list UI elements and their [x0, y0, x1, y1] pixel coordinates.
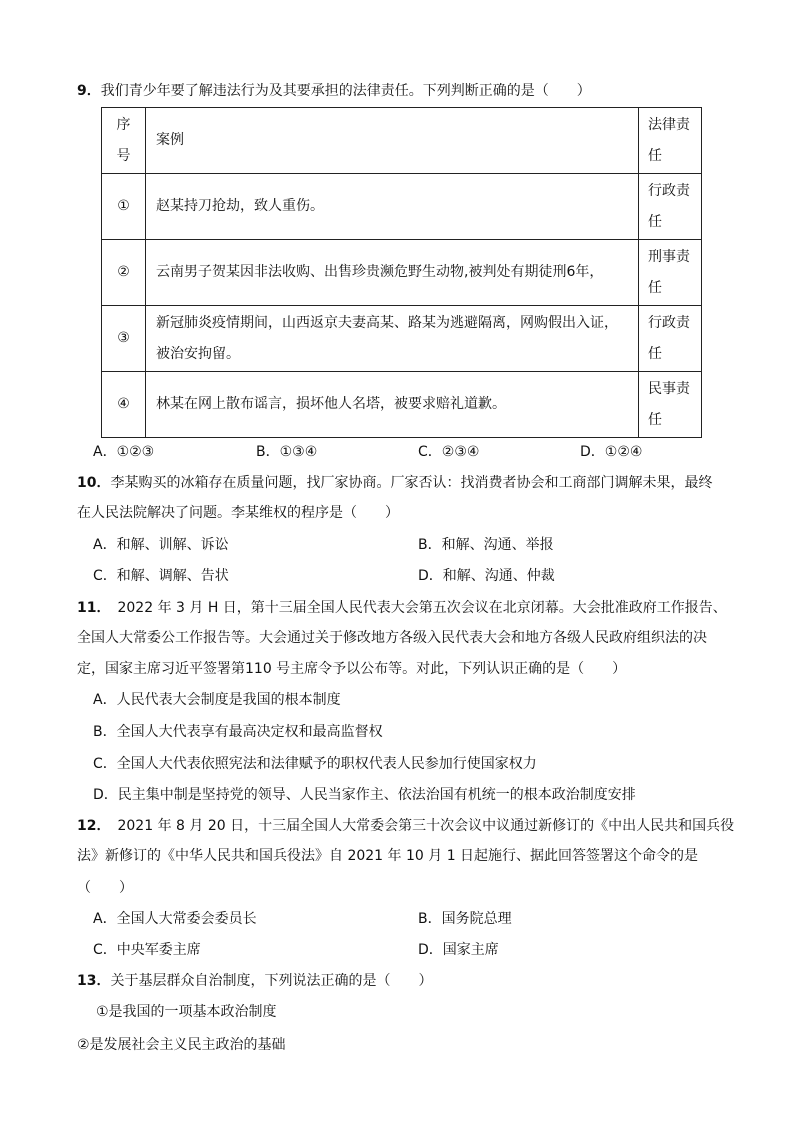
cases-table [101, 107, 702, 438]
option-a[interactable]: A．全国人大常委会委员长 [93, 911, 257, 927]
question-text: 2022 年 3 月 H 日，第十三届全国人民代表大会第五次会议在北京闭幕。大会批准政府工作报告、 [103, 600, 727, 616]
row-index: ① [102, 174, 146, 240]
question-11-stem-cont: 全国人大常委公工作报告等。大会通过关于修改地方各级入民代表大会和地方各级人民政府组织法的决 [77, 630, 707, 646]
option-c[interactable]: C．中央军委主席 [93, 942, 201, 958]
row-case: 赵某持刀抢劫，致人重伤。 [146, 174, 639, 240]
option-b[interactable]: B．国务院总理 [418, 911, 512, 927]
question-text: 关于基层群众自治制度，下列说法正确的是（ ） [110, 973, 433, 989]
question-11-stem [77, 598, 727, 618]
option-c[interactable]: C．②③④ [418, 444, 480, 460]
header-index: 序号 [102, 108, 146, 174]
question-10-stem-cont: 在人民法院解决了问题。李某维权的程序是（ ） [77, 505, 399, 521]
option-d[interactable]: D．民主集中制是坚持党的领导、人民当家作主、依法治国有机统一的根本政治制度安排 [93, 787, 636, 803]
question-10-stem [77, 473, 712, 493]
question-13-stem [77, 971, 432, 991]
question-number: 9． [77, 83, 101, 99]
option-a[interactable]: A．和解、训解、诉讼 [93, 537, 229, 553]
option-b[interactable]: B．和解、沟通、举报 [418, 537, 554, 553]
row-index: ③ [102, 306, 146, 372]
table-header-row [102, 108, 702, 174]
question-12-stem [77, 816, 734, 836]
statement-item: ②是发展社会主义民主政治的基础 [77, 1037, 286, 1053]
row-responsibility: 行政责任 [639, 174, 702, 240]
question-12-stem-cont: 法》新修订的《中华人民共和国兵役法》自 2021 年 10 月 1 日起施行、据此回答签署这个命令的是 [77, 848, 699, 864]
option-c[interactable]: C．全国人大代表依照宪法和法律赋予的职权代表人民参加行使国家权力 [93, 756, 537, 772]
option-b[interactable]: B．①③④ [256, 444, 318, 460]
row-responsibility: 刑事责任 [639, 240, 702, 306]
question-text: 2021 年 8 月 20 日，十三届全国人大常委会第三十次会议中议通过新修订的《中出人民共和国兵役 [103, 818, 735, 834]
row-index: ④ [102, 372, 146, 438]
question-number: 11． [77, 600, 104, 616]
row-case: 林某在网上散布谣言，损坏他人名塔，被要求赔礼道歉。 [146, 372, 639, 438]
table-row [102, 372, 702, 438]
option-a[interactable]: A．人民代表大会制度是我国的根本制度 [93, 692, 341, 708]
table-row [102, 240, 702, 306]
row-responsibility: 行政责任 [639, 306, 702, 372]
question-11-stem-cont: 定，国家主席习近平签署第110 号主席令予以公布等。对此，下列认识正确的是（ ） [77, 661, 627, 677]
option-d[interactable]: D．和解、沟通、仲裁 [418, 568, 555, 584]
question-9-stem [77, 81, 591, 101]
row-index: ② [102, 240, 146, 306]
option-d[interactable]: D．①②④ [580, 444, 643, 460]
question-text: 我们青少年要了解违法行为及其要承担的法律责任。下列判断正确的是（ ） [100, 83, 591, 99]
header-responsibility: 法律责任 [639, 108, 702, 174]
row-case: 新冠肺炎疫情期间，山西返京夫妻高某、路某为逃避隔离，网购假出入证，被治安拘留。 [146, 306, 639, 372]
option-a[interactable]: A．①②③ [93, 444, 155, 460]
table-row [102, 306, 702, 372]
question-text: 李某购买的冰箱存在质量问题，找厂家协商。厂家否认：找消费者协会和工商部门调解未果，最终 [110, 475, 713, 491]
question-number: 12． [77, 818, 104, 834]
row-case: 云南男子贺某因非法收购、出售珍贵濒危野生动物,被判处有期徒刑6年， [146, 240, 639, 306]
question-number: 10． [77, 475, 111, 491]
question-12-stem-cont: （ ） [77, 880, 133, 896]
statement-item: ①是我国的一项基本政治制度 [96, 1004, 277, 1020]
option-d[interactable]: D．国家主席 [418, 942, 499, 958]
option-b[interactable]: B．全国人大代表享有最高决定权和最高监督权 [93, 724, 383, 740]
question-number: 13． [77, 973, 111, 989]
option-c[interactable]: C．和解、调解、告状 [93, 568, 229, 584]
row-responsibility: 民事责任 [639, 372, 702, 438]
header-case: 案例 [146, 108, 639, 174]
table-row [102, 174, 702, 240]
